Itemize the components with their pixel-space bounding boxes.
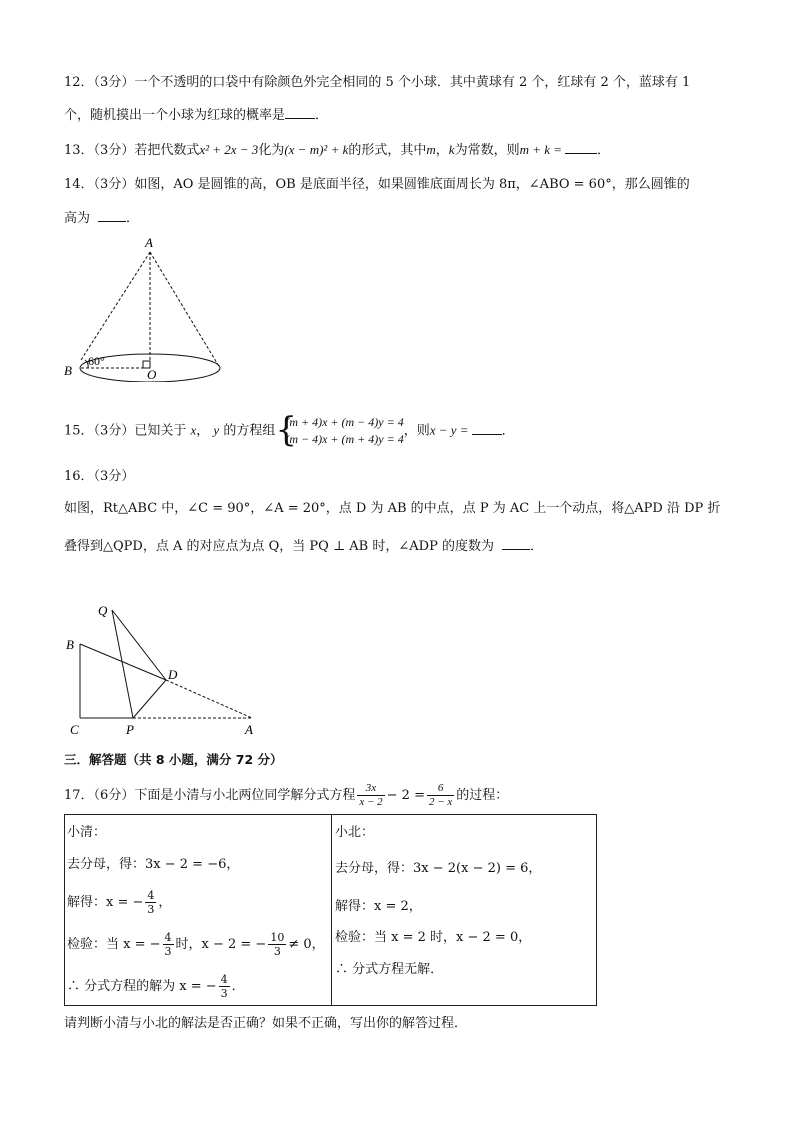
q17-prefix: 17．（6分）下面是小清与小北两位同学解分式方程: [64, 788, 356, 803]
q17-minus2: − 2 =: [386, 788, 425, 803]
q14-end: ．: [126, 211, 140, 226]
q15-comma: ，: [196, 423, 210, 439]
q17-line: [64, 782, 508, 809]
cone-figure: [60, 232, 230, 382]
q13-k: k: [448, 142, 455, 157]
q13-end: ．: [597, 143, 611, 158]
solution-table: [64, 814, 597, 1006]
left-step3-mid: 时，x − 2 = −: [175, 937, 267, 952]
left-step3-pre: 检验：当 x = −: [67, 937, 161, 952]
q15-mid2: ，则: [403, 423, 430, 439]
label-B: B: [64, 363, 72, 378]
left-step2-post: ，: [158, 895, 172, 910]
q14-line1: 14．（3分）如图，AO 是圆锥的高，OB 是底面半径，如果圆锥底面周长为 8π，∠ABO = 60°，那么圆锥的: [64, 177, 690, 192]
left-step3-num: 4: [164, 931, 172, 944]
left-step1: 去分母，得：3x − 2 = −6，: [67, 857, 240, 872]
section-heading: 三．解答题（共 8 小题，满分 72 分）: [64, 752, 283, 767]
q16-head: 16．（3分）: [64, 469, 135, 484]
cone-slant-left: [81, 252, 150, 360]
label-O: O: [147, 367, 157, 382]
left-step4-post: ．: [231, 979, 245, 994]
left-step3: [67, 931, 325, 958]
q15-prefix: 15．（3分）已知关于: [64, 423, 187, 439]
q14-line2: [64, 208, 139, 228]
left-step2-frac: [145, 889, 156, 916]
seg-PD: [133, 680, 166, 718]
q15-line: [64, 410, 515, 450]
q12-answer-blank: [285, 105, 315, 119]
left-step3-post: ≠ 0，: [288, 937, 325, 952]
label-Q: Q: [98, 603, 108, 618]
q15-y: y: [213, 422, 220, 438]
q17-frac2-den: 2 − x: [428, 796, 453, 808]
q17-frac1-den: x − 2: [359, 796, 383, 808]
label-A: A: [145, 235, 153, 250]
q14-answer-blank: [98, 208, 126, 222]
left-step3-den2: 3: [273, 945, 281, 958]
q12-line2: [64, 105, 328, 125]
q17-frac1-num: 3x: [357, 782, 384, 796]
q13-mid: 化为: [258, 143, 285, 158]
table-divider: [331, 815, 332, 1005]
label-D: D: [168, 667, 178, 682]
label-A2: A: [245, 722, 253, 737]
left-step3-num2: 10: [270, 931, 285, 944]
q15-eq2: (m − 4)x + (m + 4)y = 4: [285, 432, 404, 446]
q15-system: { (m + 4)x + (m − 4)y = 4 (m − 4)x + (m + 4)y = 4: [275, 410, 404, 450]
q13-m: m: [426, 142, 436, 157]
left-step3-den: 3: [164, 945, 172, 958]
q16-answer-blank: [502, 536, 530, 550]
q17-frac2: [427, 782, 454, 809]
seg-QD: [112, 610, 166, 680]
q15-x: x: [190, 422, 197, 438]
q15-diff: x − y =: [429, 422, 469, 438]
q17-frac2-num: 6: [427, 782, 454, 796]
seg-DA: [166, 680, 252, 718]
right-step3: 检验：当 x = 2 时，x − 2 = 0，: [335, 930, 532, 945]
q16-end: ．: [529, 539, 543, 554]
q13-prefix: 13．（3分）若把代数式: [64, 143, 200, 158]
left-step3-frac1: [163, 931, 174, 958]
q12-line2-text: 个，随机摸出一个小球为红球的概率是: [64, 108, 286, 123]
q13-mid3: 为常数，则: [454, 143, 520, 158]
cone-slant-right: [150, 252, 220, 368]
seg-BD: [80, 644, 166, 680]
fold-figure: [60, 598, 270, 740]
seg-QP: [112, 610, 133, 718]
left-step4-pre: ∴ 分式方程的解为 x = −: [67, 979, 217, 994]
left-step2-den: 3: [147, 903, 155, 916]
left-step4-num: 4: [220, 973, 228, 986]
q15-answer-blank: [472, 421, 502, 435]
right-name: 小北：: [335, 825, 375, 840]
q13-expr: x² + 2x − 3: [199, 142, 259, 157]
q17-question: 请判断小清与小北的解法是否正确？如果不正确，写出你的解答过程．: [64, 1016, 468, 1031]
q16-line1: 如图，Rt△ABC 中，∠C = 90°，∠A = 20°，点 D 为 AB 的中点，点 P 为 AC 上一个动点，将△APD 沿 DP 折: [64, 501, 721, 516]
q12-end: ．: [315, 108, 329, 123]
left-step4: [67, 973, 245, 1000]
q13-comma: ，: [435, 143, 449, 158]
q13-line: [64, 140, 610, 160]
q16-line2: [64, 536, 543, 556]
q12-line1: 12．（3分）一个不透明的口袋中有除颜色外完全相同的 5 个小球．其中黄球有 2 个，红球有 2 个，蓝球有 1: [64, 75, 691, 90]
left-step4-frac: [219, 973, 230, 1000]
q13-form: (x − m)² + k: [284, 142, 349, 157]
q14-line2-text: 高为: [64, 211, 91, 226]
right-step2: 解得：x = 2，: [335, 899, 422, 914]
right-step4: ∴ 分式方程无解．: [335, 962, 444, 977]
label-B2: B: [66, 637, 74, 652]
left-step2-num: 4: [147, 889, 155, 902]
q13-answer-blank: [565, 140, 597, 154]
q16-line2-text: 叠得到△QPD，点 A 的对应点为点 Q，当 PQ ⊥ AB 时，∠ADP 的度数为: [64, 539, 494, 554]
q17-suffix: 的过程：: [456, 788, 509, 803]
label-angle: 60°: [88, 354, 105, 368]
q13-sum: m + k =: [519, 142, 563, 157]
q13-mid2: 的形式，其中: [348, 143, 427, 158]
q15-end: ．: [501, 423, 515, 439]
left-step2-pre: 解得：x = −: [67, 895, 144, 910]
label-P: P: [126, 722, 134, 737]
right-step1: 去分母，得：3x − 2(x − 2) = 6，: [335, 861, 542, 876]
left-step2: [67, 889, 171, 916]
left-step4-den: 3: [220, 987, 228, 1000]
q15-mid: 的方程组: [223, 423, 276, 439]
q15-eq1: (m + 4)x + (m − 4)y = 4: [285, 415, 404, 429]
left-step3-frac2: [268, 931, 286, 958]
left-name: 小清：: [67, 825, 107, 840]
q17-frac1: [357, 782, 384, 809]
label-C: C: [70, 722, 79, 737]
